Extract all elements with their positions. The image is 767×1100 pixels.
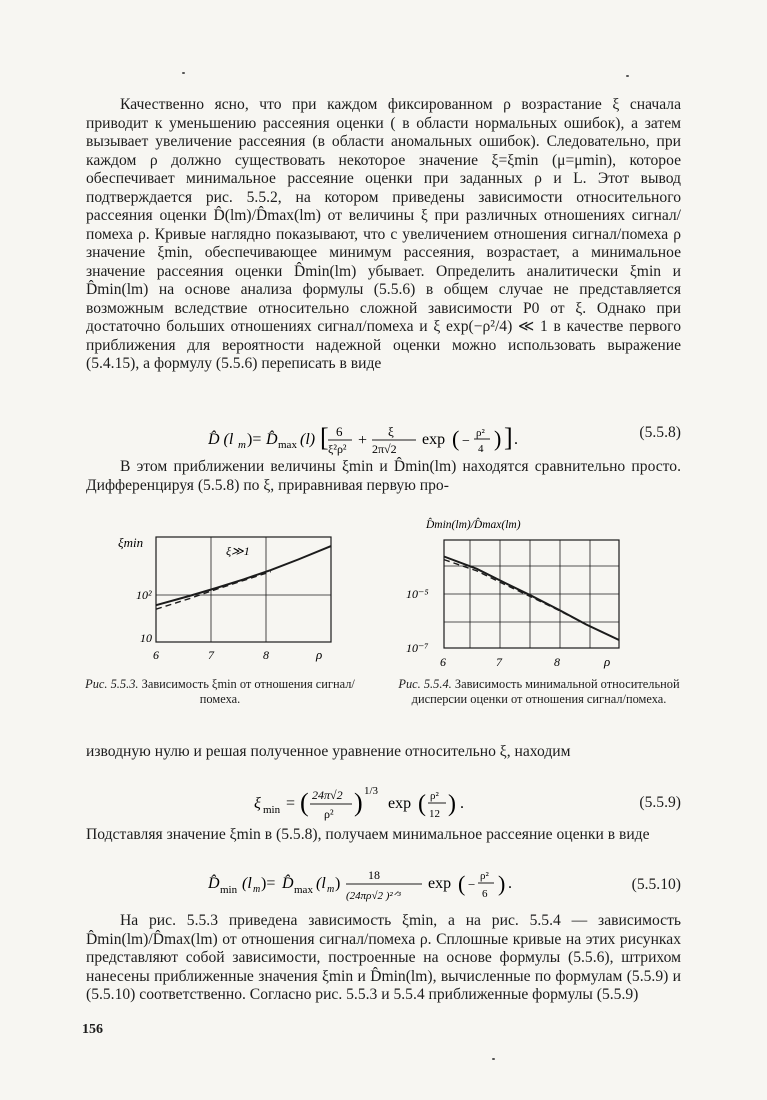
equation-5-5-8 bbox=[86, 414, 681, 454]
svg-text:4: 4 bbox=[478, 443, 484, 455]
svg-text:12: 12 bbox=[429, 808, 440, 820]
figure-5-5-3-xtick: 6 bbox=[153, 648, 159, 662]
svg-text:1/3: 1/3 bbox=[364, 785, 379, 797]
svg-text:ξ²ρ²: ξ²ρ² bbox=[328, 442, 347, 456]
svg-text:)=: )= bbox=[247, 431, 262, 448]
figure-5-5-4-ylabel: D̂min(lm)/D̂max(lm) bbox=[426, 519, 521, 531]
svg-text:): ) bbox=[335, 875, 341, 892]
equation-5-5-10 bbox=[86, 864, 681, 904]
svg-text:ρ²: ρ² bbox=[480, 870, 489, 882]
figure-5-5-4-chart bbox=[400, 512, 660, 672]
svg-text:(24πρ√2 )²ᐟ³: (24πρ√2 )²ᐟ³ bbox=[346, 890, 401, 902]
svg-text:D̂: D̂ bbox=[266, 431, 278, 448]
svg-text:2π√2: 2π√2 bbox=[372, 442, 397, 456]
svg-text:)=: )= bbox=[261, 875, 276, 892]
svg-text:ξ: ξ bbox=[254, 795, 261, 812]
figure-5-5-3-ytick: 10 bbox=[140, 631, 152, 645]
figure-5-5-3-ytick: 10² bbox=[136, 588, 152, 602]
figure-5-5-4-ytick: 10⁻⁷ bbox=[406, 641, 429, 655]
svg-text:ρ²: ρ² bbox=[324, 807, 334, 821]
svg-text:−: − bbox=[468, 877, 476, 892]
svg-text:24π√2: 24π√2 bbox=[312, 788, 343, 802]
equation-5-5-8-svg bbox=[208, 422, 588, 456]
svg-text:ρ²: ρ² bbox=[476, 427, 485, 439]
scan-speck bbox=[492, 1058, 495, 1060]
svg-text:ρ²: ρ² bbox=[430, 790, 439, 802]
svg-text:(l): (l) bbox=[300, 431, 316, 448]
figure-5-5-3-ylabel: ξmin bbox=[118, 535, 144, 550]
svg-text:D̂: D̂ bbox=[282, 875, 294, 892]
svg-text:): ) bbox=[448, 791, 456, 817]
paragraph-5: На рис. 5.5.3 приведена зависимость ξmin, а на рис. 5.5.4 — зависимость D̂min(lm)/D̂max(lm) от отношения сигнал/помеха ρ. Сплошные кривые на этих рисунках представляют собой зависимости, построенные на основе формулы (5.5.6), штрихом нанесены приближенные значения ξmin и D̂min(lm), вычисленные по формулам (5.5.9) и (5.5.10) соответственно. Согласно рис. 5.5.3 и 5.5.4 приближенные формулы (5.5.9) bbox=[86, 912, 681, 1003]
equation-number: (5.5.10) bbox=[631, 876, 681, 893]
svg-text:−: − bbox=[462, 434, 470, 449]
svg-text:m: m bbox=[253, 884, 261, 895]
svg-text:ξ: ξ bbox=[388, 424, 394, 439]
figure-5-5-3-caption-label: Рис. 5.5.3. bbox=[85, 677, 139, 691]
figure-5-5-4-caption-text: Зависимость минимальной относительной дисперсии оценки от отношения сигнал/помеха. bbox=[411, 677, 680, 706]
svg-text:(: ( bbox=[458, 871, 466, 896]
svg-text:[: [ bbox=[320, 423, 329, 452]
figure-5-5-4-caption-label: Рис. 5.5.4. bbox=[398, 677, 452, 691]
svg-text:m: m bbox=[238, 439, 246, 451]
svg-text:]: ] bbox=[504, 423, 513, 452]
svg-text:18: 18 bbox=[368, 868, 380, 882]
figure-5-5-3-xtick: 7 bbox=[208, 648, 214, 662]
equation-5-5-9-svg bbox=[254, 784, 534, 824]
svg-text:.: . bbox=[514, 431, 518, 448]
paragraph-2: В этом приближении величины ξmin и D̂min(lm) находятся сравнительно просто. Дифференцируя (5.5.8) по ξ, приравнивая первую про- bbox=[86, 458, 681, 494]
svg-text:exp: exp bbox=[428, 875, 452, 892]
svg-text:(: ( bbox=[418, 791, 426, 817]
svg-text:+: + bbox=[358, 432, 368, 449]
paragraph-3: изводную нулю и решая полученное уравнение относительно ξ, находим bbox=[86, 743, 571, 760]
scan-speck bbox=[182, 72, 185, 74]
svg-text:(: ( bbox=[300, 788, 309, 817]
svg-text:=: = bbox=[286, 795, 296, 812]
equation-5-5-10-svg bbox=[208, 866, 568, 906]
figure-5-5-3-xtick: 8 bbox=[263, 648, 269, 662]
svg-text:6: 6 bbox=[482, 888, 488, 900]
equation-5-5-8-body bbox=[208, 422, 588, 461]
paragraph-4: Подставляя значение ξmin в (5.5.8), получаем минимальное рассеяние оценки в виде bbox=[86, 826, 650, 843]
svg-text:): ) bbox=[498, 871, 506, 896]
scan-speck bbox=[626, 75, 629, 77]
figure-5-5-3-caption-text: Зависимость ξmin от отношения сигнал/помеха. bbox=[141, 677, 355, 706]
equation-number: (5.5.9) bbox=[639, 794, 681, 811]
equation-number: (5.5.8) bbox=[639, 424, 681, 441]
page-number: 156 bbox=[82, 1022, 103, 1037]
figure-5-5-3-annotation: ξ≫1 bbox=[226, 544, 250, 558]
equation-5-5-9-body bbox=[254, 784, 534, 829]
svg-text:6: 6 bbox=[336, 424, 343, 439]
figure-5-5-3-caption bbox=[80, 677, 360, 707]
svg-text:max: max bbox=[278, 439, 297, 451]
svg-text:): ) bbox=[494, 426, 502, 451]
equation-5-5-10-body bbox=[208, 866, 568, 911]
figure-5-5-4-xtick: 8 bbox=[554, 655, 560, 669]
equation-5-5-9 bbox=[86, 782, 681, 822]
figure-5-5-3-dashed-curve bbox=[156, 572, 271, 610]
svg-text:(l: (l bbox=[316, 875, 326, 892]
svg-text:exp: exp bbox=[388, 795, 412, 812]
svg-text:exp: exp bbox=[422, 431, 446, 448]
figure-5-5-3-xtick: ρ bbox=[316, 647, 323, 662]
figure-5-5-4-xtick: ρ bbox=[604, 654, 611, 669]
svg-text:min: min bbox=[263, 804, 281, 816]
paragraph-1: Качественно ясно, что при каждом фиксированном ρ возрастание ξ сначала приводит к уменьшению рассеяния оценки ( в области нормальных ошибок), а затем вызывает увеличение рассеяния (в области аномальных ошибок). Следовательно, при каждом ρ должно существовать некоторое значение ξ=ξmin (μ=μmin), которое обеспечивает минимальное рассеяние оценки при заданных ρ и L. Этот вывод подтверждается рис. 5.5.2, на котором приведены зависимости относительного рассеяния оценки D̂(lm)/D̂max(lm) от величины ξ при различных отношениях сигнал/помеха ρ. Кривые наглядно показывают, что с увеличением отношения сигнал/помеха ρ значение ξmin, обеспечивающее минимум рассеяния, возрастает, а минимальное значение рассеяния оценки D̂min(lm) убывает. Определить аналитически ξmin и D̂min(lm) на основе анализа формулы (5.5.6) в общем случае не представляется возможным вследствие относительно сложной зависимости P0 от ξ. Однако при достаточно больших отношениях сигнал/помеха и ξ exp(−ρ²/4) ≪ 1 в качестве первого приближения для вероятности надежной оценки можно использовать выражение (5.4.15), а формулу (5.5.6) переписать в виде bbox=[86, 96, 681, 372]
svg-text:max: max bbox=[294, 884, 313, 896]
figure-5-5-4-ytick: 10⁻⁵ bbox=[406, 587, 429, 601]
svg-text:.: . bbox=[460, 795, 464, 812]
figure-5-5-4-caption bbox=[398, 677, 680, 707]
figure-5-5-4-xtick: 7 bbox=[496, 655, 502, 669]
svg-text:D̂ (l: D̂ (l bbox=[208, 431, 234, 448]
figure-5-5-3-chart bbox=[108, 525, 348, 670]
svg-text:): ) bbox=[354, 788, 363, 817]
svg-text:m: m bbox=[327, 884, 335, 895]
svg-text:D̂: D̂ bbox=[208, 875, 220, 892]
svg-text:(l: (l bbox=[242, 875, 252, 892]
svg-text:.: . bbox=[508, 875, 512, 892]
figure-5-5-4-xtick: 6 bbox=[440, 655, 446, 669]
svg-text:min: min bbox=[220, 884, 238, 896]
svg-text:(: ( bbox=[452, 426, 460, 451]
